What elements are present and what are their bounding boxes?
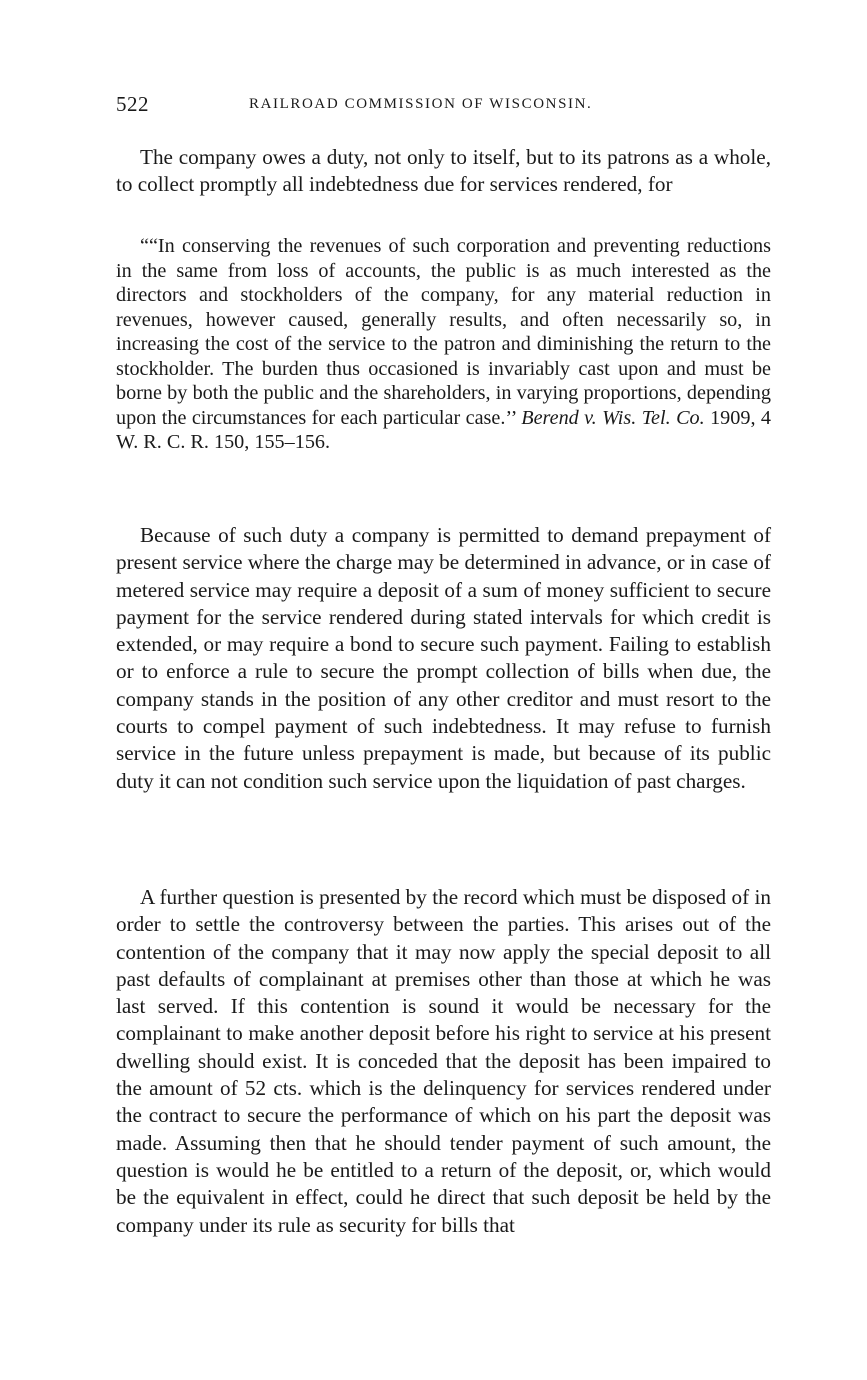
- running-title: RAILROAD COMMISSION OF WISCONSIN.: [249, 96, 593, 112]
- running-header: [116, 92, 771, 120]
- block-quote: [116, 234, 771, 455]
- quote-text: ““In conserving the revenues of such corporation and preventing reductions in the same from loss of accounts, the public is as much interested as the directors and stockholders of the company, for any material reduction in revenues, however caused, generally results, and often necessarily so, in increasing the cost of the service to the patron and diminishing the return to the stockholder. The burden thus occasioned is invariably cast upon and must be borne by both the public and the shareholders, in varying proportions, depending upon the circumstances for each particular case.’’: [116, 235, 771, 429]
- paragraph-duty-to-collect: The company owes a duty, not only to itself, but to its patrons as a whole, to collect promptly all indebtedness due for services rendered, for: [116, 145, 771, 197]
- citation-case-name: Berend v. Wis. Tel. Co.: [521, 406, 705, 429]
- paragraph-prepayment: Because of such duty a company is permitted to demand prepayment of present service where the charge may be determined in advance, or in case of metered service may require a deposit of a sum of money sufficient to secure payment for the service rendered during stated intervals for which credit is extended, or may require a bond to secure such payment. Failing to establish or to enforce a rule to secure the prompt collection of bills when due, the company stands in the position of any other creditor and must resort to the courts to compel payment of such indebtedness. It may refuse to furnish service in the future unless prepayment is made, but because of its public duty it can not condition such service upon the liquidation of past charges.: [116, 523, 771, 793]
- page-number: 522: [116, 92, 149, 116]
- paragraph-further-question: A further question is presented by the record which must be disposed of in order to settle the controversy between the parties. This arises out of the contention of the company that it may now apply the special deposit to all past defaults of complainant at premises other than those at which he was last served. If this contention is sound it would be necessary for the complainant to make another deposit before his right to service at his present dwelling should exist. It is conceded that the deposit has been impaired to the amount of 52 cts. which is the delinquency for services rendered under the contract to secure the performance of which on his part the deposit was made. Assuming then that he should tender payment of such amount, the question is would he be entitled to a return of the deposit, or, which would be the equivalent in effect, could he direct that such deposit be held by the company under its rule as security for bills that: [116, 885, 771, 1237]
- citation-reference: 1909, 4 W. R. C. R. 150, 155–156.: [116, 406, 771, 453]
